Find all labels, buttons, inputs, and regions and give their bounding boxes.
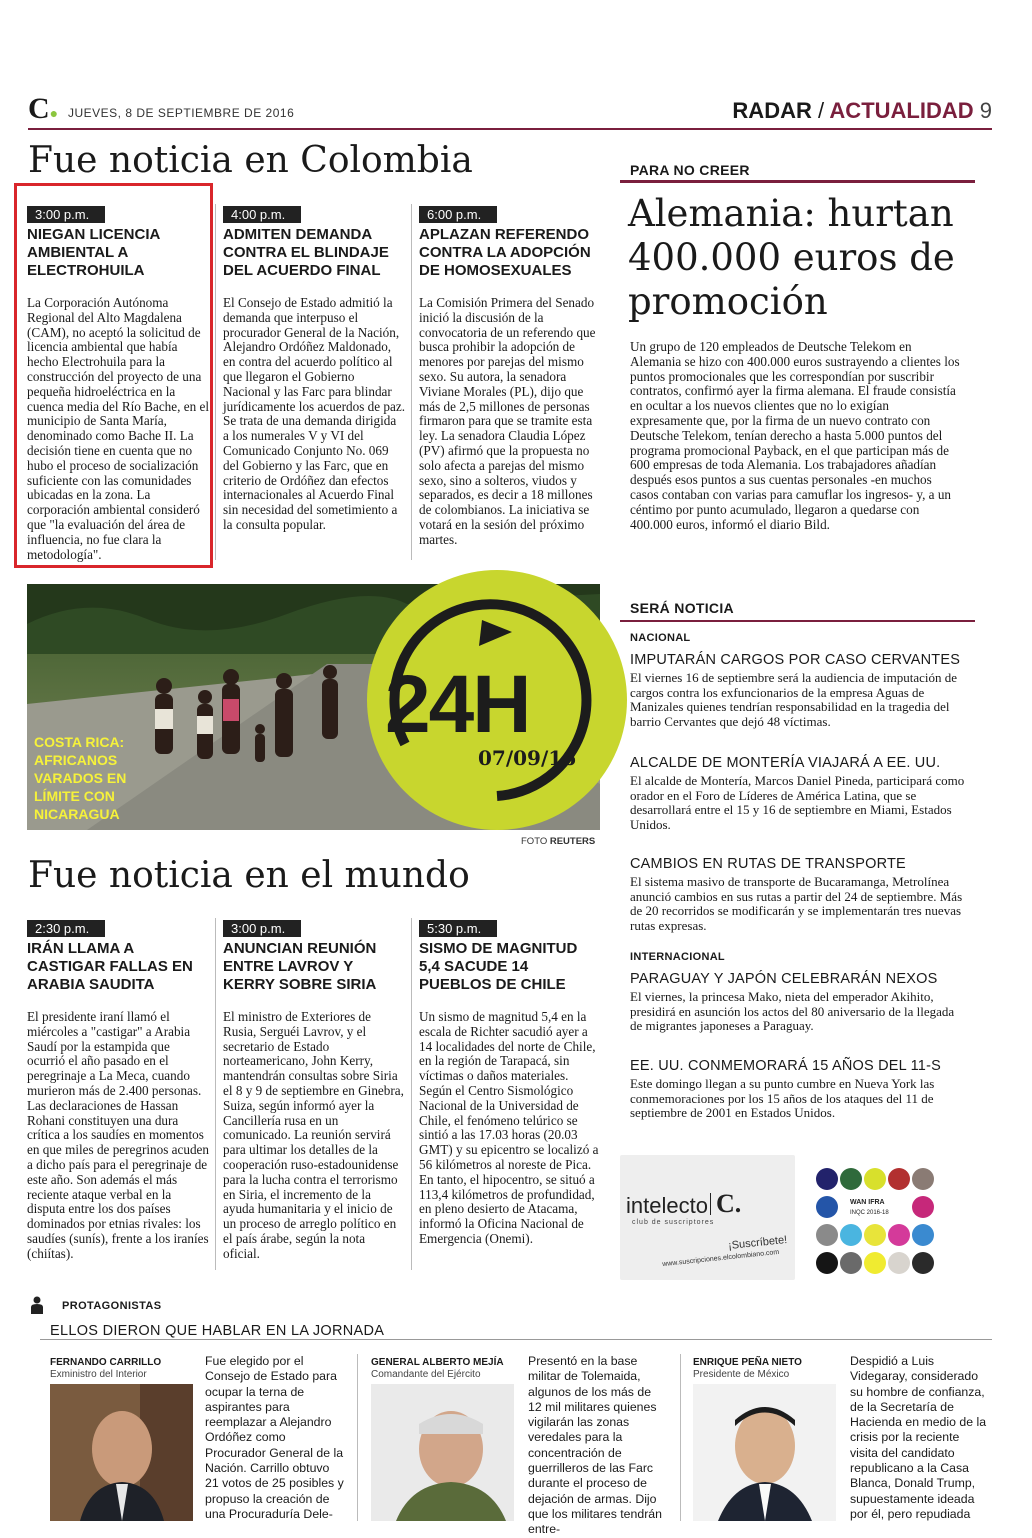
ad-url[interactable]: www.suscripciones.elcolombiano.com — [661, 1248, 780, 1269]
column-divider — [411, 204, 412, 560]
story-headline: APLAZAN REFERENDO CONTRA LA ADOPCIÓN DE HOMOSEXUALES — [419, 226, 591, 279]
sera-noticia-kicker: SERÁ NOTICIA — [630, 600, 734, 616]
item-body: Este domingo llegan a su punto cumbre en Nueva York las conmemoraciones por los 15 años de los ataques del 11 de septiembre de 2001 en Estados Unidos. — [630, 1076, 935, 1121]
item-body: El alcalde de Montería, Marcos Daniel Pineda, participará como orador en el Foro de Líderes de América Latina, que se desarrollará entre el 15 y 16 de septiembre en Miami, Estados Unidos. — [630, 773, 965, 832]
kicker-rule — [620, 620, 975, 622]
item-headline: EE. UU. CONMEMORARÁ 15 AÑOS DEL 11-S — [630, 1058, 941, 1074]
protagonistas-label: PROTAGONISTAS — [62, 1300, 162, 1312]
color-swatches — [815, 1167, 975, 1282]
para-no-creer-body: Un grupo de 120 empleados de Deutsche Telekom en Alemania se hizo con 400.000 euros sustrayendo a clientes los puntos promocionales que les correspondían por suscribir contratos, confirmó ayer la firma alemana. El fraude consistía en ocultar a los nuevos clientes que no lo exigían expresamente que, por la firma de un nuevo contrato con Deutsche Telekom, tenían derecho a hasta 5.000 puntos del programa promocional Payback, en el que participan más de 600 empresas de toda Alemania. Los trabajadores añadían después esos puntos a sus cuentas personales -en muchos casos contaban con varias para camuflar los ingresos- y, a un céntimo por punto acumulado, llegaron a quedarse con 400.000 euros, informó el diario Bild. — [630, 339, 960, 532]
badge-24h: 24H — [385, 659, 530, 750]
column-divider — [680, 1354, 681, 1521]
person-photo — [50, 1384, 193, 1521]
story-time: 5:30 p.m. — [419, 920, 497, 937]
person-text: Fue elegido por el Consejo de Estado para ocupar la terna de aspirantes para reemplazar a Alejandro Ordóñez como Procurador General de la Nación. Carrillo obtuvo 21 votos de 25 posibles y propuso la creación de una Procuraduría Dele- — [205, 1354, 344, 1521]
section-name: RADAR — [732, 98, 812, 123]
highlight-box — [14, 183, 213, 568]
sera-noticia-item — [630, 652, 965, 729]
newspaper-logo: C● — [28, 92, 59, 125]
colombia-section-title: Fue noticia en Colombia — [28, 140, 473, 181]
story-body: El Consejo de Estado admitió la demanda que interpuso el procurador General de la Nación, Alejandro Ordóñez Maldonado, en contra del acuerdo político al que llegaron el Gobierno Nacional y las Farc para blindar jurídicamente los acuerdos de paz. Se trata de una demanda dirigida a los numerales V y VI del Comunicado Conjunto No. 069 del Gobierno y las Farc, que en criterio de Ordóñez dan efectos internacionales al Acuerdo Final sin necesidad del sometimiento a la consulta popular. — [223, 295, 405, 532]
person-role: Comandante del Ejército — [371, 1369, 481, 1380]
para-no-creer-kicker: PARA NO CREER — [630, 162, 750, 178]
column-divider — [411, 918, 412, 1270]
person-text: Despidió a Luis Videgaray, considerado su hombre de confianza, de la Secretaría de Hacienda en medio de la crisis por la reciente visita del candidato republicano a la Casa Blanca, Donald Trump, supuestamente ideada por él, pero repudiada — [850, 1354, 987, 1521]
story-time: 4:00 p.m. — [223, 206, 301, 223]
mundo-story-2 — [223, 918, 405, 1262]
item-headline: CAMBIOS EN RUTAS DE TRANSPORTE — [630, 856, 906, 872]
item-headline: ALCALDE DE MONTERÍA VIAJARÁ A EE. UU. — [630, 755, 941, 771]
para-no-creer-title: Alemania: hurtan 400.000 euros de promoción — [628, 192, 955, 323]
story-time: 3:00 p.m. — [27, 206, 105, 223]
sera-noticia-item — [630, 1058, 965, 1121]
header-rule — [28, 128, 992, 130]
colombia-story-3 — [419, 204, 601, 548]
colombia-story-2 — [223, 204, 405, 533]
kicker-rule — [620, 180, 975, 183]
column-divider — [357, 1354, 358, 1521]
subtitle-rule — [40, 1339, 992, 1340]
badge-date: 07/09/16 — [478, 746, 577, 770]
protagonistas-subtitle: ELLOS DIERON QUE HABLAR EN LA JORNADA — [50, 1323, 385, 1339]
story-headline: IRÁN LLAMA A CASTIGAR FALLAS EN ARABIA SAUDITA — [27, 940, 193, 993]
wan-ifra-label: WAN IFRA — [850, 1199, 885, 1206]
ad-logo: C. — [716, 1189, 742, 1218]
story-body: El presidente iraní llamó el miércoles a "castigar" a Arabia Saudí por la estampida que ocurrió el año pasado en el peregrinaje a La Meca, cuando murieron más de 2.400 personas. Las declaraciones de Hassan Rohani constituyen una dura crítica a los saudíes en momentos en que miles de peregrinos acuden a dicho país para el peregrinaje de este año. Son además el más reciente ataque verbal en la disputa entre los dos países dominados por etnias rivales: los saudíes (sunís), frente a los iraníes (chiítas). — [27, 1009, 209, 1261]
column-divider — [215, 204, 216, 560]
item-body: El sistema masivo de transporte de Bucaramanga, Metrolínea anunció cambios en sus rutas a partir del 24 de septiembre. Más de 20 recorridos se modificarán y se implementarán tres nuevas rutas expresas. — [630, 874, 963, 933]
story-headline: ANUNCIAN REUNIÓN ENTRE LAVROV Y KERRY SOBRE SIRIA — [223, 940, 377, 993]
sera-noticia-item — [630, 755, 965, 832]
photo-caption: COSTA RICA: AFRICANOS VARADOS EN LÍMITE CON NICARAGUA — [34, 734, 127, 822]
internacional-label: INTERNACIONAL — [630, 951, 725, 963]
subscription-ad[interactable] — [620, 1155, 975, 1295]
mundo-section-title: Fue noticia en el mundo — [28, 855, 470, 896]
nacional-label: NACIONAL — [630, 632, 691, 644]
story-body: La Corporación Autónoma Regional del Alto Magdalena (CAM), no aceptó la solicitud de licencia ambiental que había hecho Electrohuila para la construcción del proyecto de una pequeña hidroeléctrica en la cuenca media del Río Bache, en el municipio de Santa María, denominado como Bache II. La decisión tiene en cuenta que no hubo el proceso de socialización suficiente con las comunidades ubicadas en la zona. La corporación ambiental consideró que "la evaluación del área de influencia, no fue clara la metodología". — [27, 295, 209, 562]
person-role: Presidente de México — [693, 1369, 790, 1380]
person-icon — [30, 1296, 44, 1314]
story-body: El ministro de Exteriores de Rusia, Serguéi Lavrov, y el secretario de Estado norteamericano, John Kerry, mantendrán consultas sobre Siria el 8 y 9 de septiembre en Ginebra, Suiza, según informó ayer la Cancillería rusa en un comunicado. La reunión servirá para ultimar los detalles de la cooperación ruso-estadounidense para la lucha contra el terrorismo en Siria, el incremento de la ayuda humanitaria y el inicio de un proceso de arreglo político en el país árabe, según la nota oficial. — [223, 1009, 404, 1261]
person-name: GENERAL ALBERTO MEJÍA — [371, 1357, 504, 1368]
person-name: FERNANDO CARRILLO — [50, 1357, 162, 1368]
ad-cta[interactable]: ¡Suscríbete! — [727, 1233, 788, 1253]
item-headline: IMPUTARÁN CARGOS POR CASO CERVANTES — [630, 652, 961, 668]
story-headline: ADMITEN DEMANDA CONTRA EL BLINDAJE DEL ACUERDO FINAL — [223, 226, 389, 279]
story-time: 2:30 p.m. — [27, 920, 105, 937]
subsection-name: ACTUALIDAD — [829, 98, 974, 123]
item-headline: PARAGUAY Y JAPÓN CELEBRARÁN NEXOS — [630, 971, 938, 987]
person-photo — [693, 1384, 836, 1521]
inqc-label: INQC 2016-18 — [850, 1210, 889, 1216]
story-body: Un sismo de magnitud 5,4 en la escala de Richter sacudió ayer a 14 localidades del norte de Chile, en la región de Tarapacá, sin víctimas o daños materiales. Según el Centro Sismológico Nacional de la Universidad de Chile, el fenómeno telúrico se sintió a las 17.03 horas (20.03 GMT) y su epicentro se localizó a 56 kilómetros al noreste de Pica. En tanto, el hipocentro, se situó a 113,4 kilómetros de profundidad, en pleno desierto de Atacama, informó la Oficina Nacional de Emergencia (Onemi). — [419, 1009, 599, 1246]
person-name: ENRIQUE PEÑA NIETO — [693, 1357, 802, 1368]
item-body: El viernes 16 de septiembre será la audiencia de imputación de cargos contra los exfuncionarios de la empresa Aguas de Manizales quienes tendrían responsabilidad en la tragedia del barrio Cervantes que dejó 48 víctimas. — [630, 670, 958, 729]
photo-credit: FOTO REUTERS — [521, 836, 596, 847]
mundo-story-3 — [419, 918, 601, 1247]
story-headline: NIEGAN LICENCIA AMBIENTAL A ELECTROHUILA — [27, 226, 160, 279]
ad-divider — [710, 1193, 711, 1215]
issue-date: JUEVES, 8 DE SEPTIEMBRE DE 2016 — [68, 106, 295, 120]
person-text: Presentó en la base militar de Tolemaida, algunos de los más de 12 mil militares quienes vigilarán las zonas veredales para la concentración de guerrilleros de las Farc durante el proceso de dejación de armas. Dijo que los militares tendrán entre- — [528, 1354, 662, 1537]
story-body: La Comisión Primera del Senado inició la discusión de la convocatoria de un referendo que busca prohibir la adopción de menores por parejas del mismo sexo. Su autora, la senadora Viviane Morales (PL), dijo que más de 2,5 millones de personas firmaron para que se tramite esta ley. La senadora Claudia López (PV) afirmó que la propuesta no solo afecta a parejas del mismo sexo, sino a solteros, viudos y separados, es decir a 18 millones de colombianos. La iniciativa se votará en la sesión del próximo martes. — [419, 295, 596, 547]
column-divider — [215, 918, 216, 1270]
story-time: 3:00 p.m. — [223, 920, 301, 937]
ad-brand: intelecto — [626, 1193, 708, 1218]
mundo-story-1 — [27, 918, 209, 1262]
page-number: 9 — [979, 98, 992, 123]
sera-noticia-item — [630, 856, 965, 933]
item-body: El viernes, la princesa Mako, nieta del emperador Akihito, presidirá en asunción los actos del 80 aniversario de la llegada de migrantes japoneses a Paraguay. — [630, 989, 955, 1034]
section-header — [732, 98, 992, 124]
ad-brand-sub: club de suscriptores — [632, 1219, 715, 1226]
section-separator: / — [818, 98, 825, 123]
story-time: 6:00 p.m. — [419, 206, 497, 223]
story-headline: SISMO DE MAGNITUD 5,4 SACUDE 14 PUEBLOS DE CHILE — [419, 940, 578, 993]
sera-noticia-item — [630, 971, 965, 1034]
person-role: Exministro del Interior — [50, 1369, 147, 1380]
person-photo — [371, 1384, 514, 1521]
